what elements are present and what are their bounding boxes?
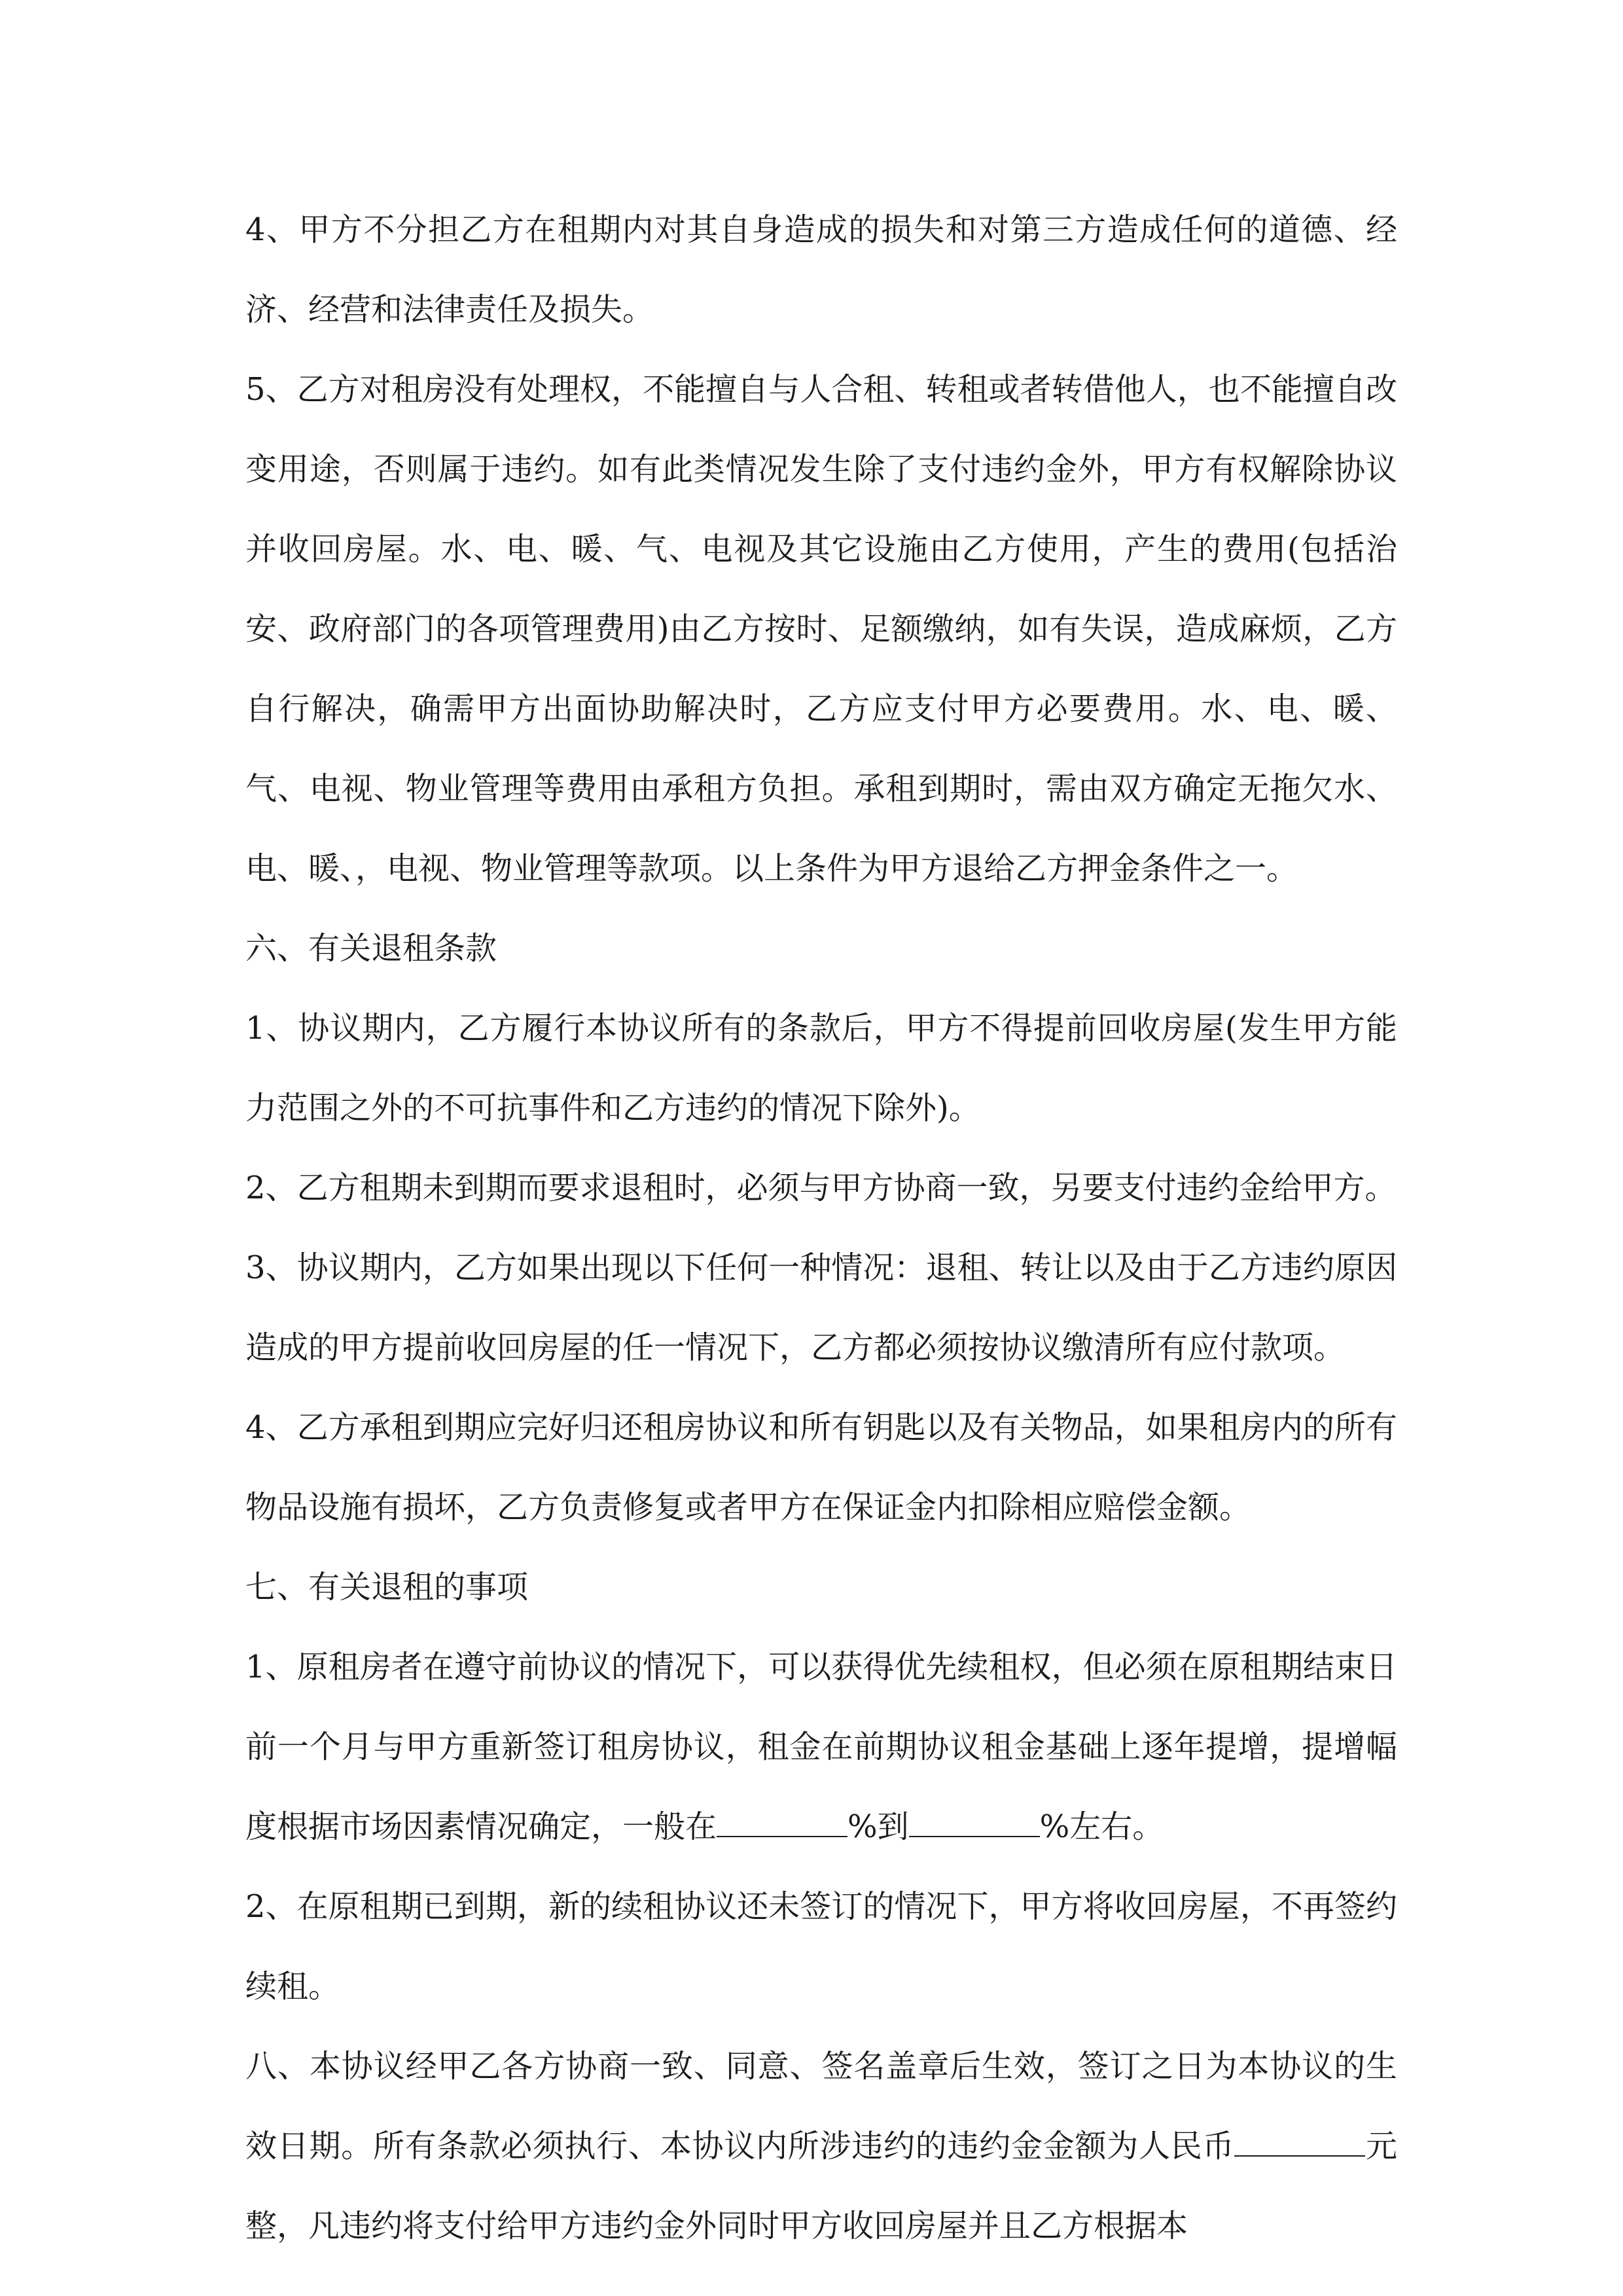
clause-eight-text-before: 八、本协议经甲乙各方协商一致、同意、签名盖章后生效，签订之日为本协议的生效日期。所有条款必须执行、本协议内所涉违约的违约金金额为人民币 xyxy=(245,2048,1397,2164)
paragraph-renewal-priority xyxy=(245,1627,1397,1867)
paragraph-settle-payments: 3、协议期内，乙方如果出现以下任何一种情况：退租、转让以及由于乙方违约原因造成的甲方提前收回房屋的任一情况下，乙方都必须按协议缴清所有应付款项。 xyxy=(245,1249,1397,1366)
clause-eight-text-after: 元整，凡违约将支付给甲方违约金外同时甲方收回房屋并且乙方根据本 xyxy=(245,2128,1397,2244)
renewal-min-percent-blank[interactable] xyxy=(717,1810,847,1837)
section-heading-termination-matters: 七、有关退租的事项 xyxy=(245,1569,529,1605)
document-page xyxy=(245,190,1397,2266)
renewal-text-middle: %到 xyxy=(847,1808,909,1845)
renewal-text-before: 1、原租房者在遵守前协议的情况下，可以获得优先续租权，但必须在原租期结束日前一个月与甲方重新签订租房协议，租金在前期协议租金基础上逐年提增，提增幅度根据市场因素情况确定，一般在 xyxy=(245,1649,1397,1845)
paragraph-effective-date xyxy=(245,2026,1397,2266)
paragraph-early-termination: 2、乙方租期未到期而要求退租时，必须与甲方协商一致，另要支付违约金给甲方。 xyxy=(245,1170,1397,1206)
renewal-text-after: %左右。 xyxy=(1039,1808,1164,1845)
penalty-amount-blank[interactable] xyxy=(1234,2129,1365,2157)
paragraph-expired-no-renewal: 2、在原租期已到期，新的续租协议还未签订的情况下，甲方将收回房屋，不再签约续租。 xyxy=(245,1888,1397,2005)
section-heading-termination-terms: 六、有关退租条款 xyxy=(245,930,497,967)
paragraph-no-early-recall: 1、协议期内，乙方履行本协议所有的条款后，甲方不得提前回收房屋(发生甲方能力范围之外的不可抗事件和乙方违约的情况下除外)。 xyxy=(245,1010,1397,1126)
paragraph-damage-liability: 4、甲方不分担乙方在租期内对其自身造成的损失和对第三方造成任何的道德、经济、经营和法律责任及损失。 xyxy=(245,211,1397,328)
renewal-max-percent-blank[interactable] xyxy=(909,1810,1040,1837)
paragraph-return-keys: 4、乙方承租到期应完好归还租房协议和所有钥匙以及有关物品，如果租房内的所有物品设施有损坏，乙方负责修复或者甲方在保证金内扣除相应赔偿金额。 xyxy=(245,1409,1397,1526)
paragraph-no-sublet: 5、乙方对租房没有处理权，不能擅自与人合租、转租或者转借他人，也不能擅自改变用途，否则属于违约。如有此类情况发生除了支付违约金外，甲方有权解除协议并收回房屋。水、电、暖、气、电视及其它设施由乙方使用，产生的费用(包括治安、政府部门的各项管理费用)由乙方按时、足额缴纳，如有失误，造成麻烦，乙方自行解决，确需甲方出面协助解决时，乙方应支付甲方必要费用。水、电、暖、气、电视、物业管理等费用由承租方负担。承租到期时，需由双方确定无拖欠水、电、暖、，电视、物业管理等款项。以上条件为甲方退给乙方押金条件之一。 xyxy=(245,371,1397,887)
